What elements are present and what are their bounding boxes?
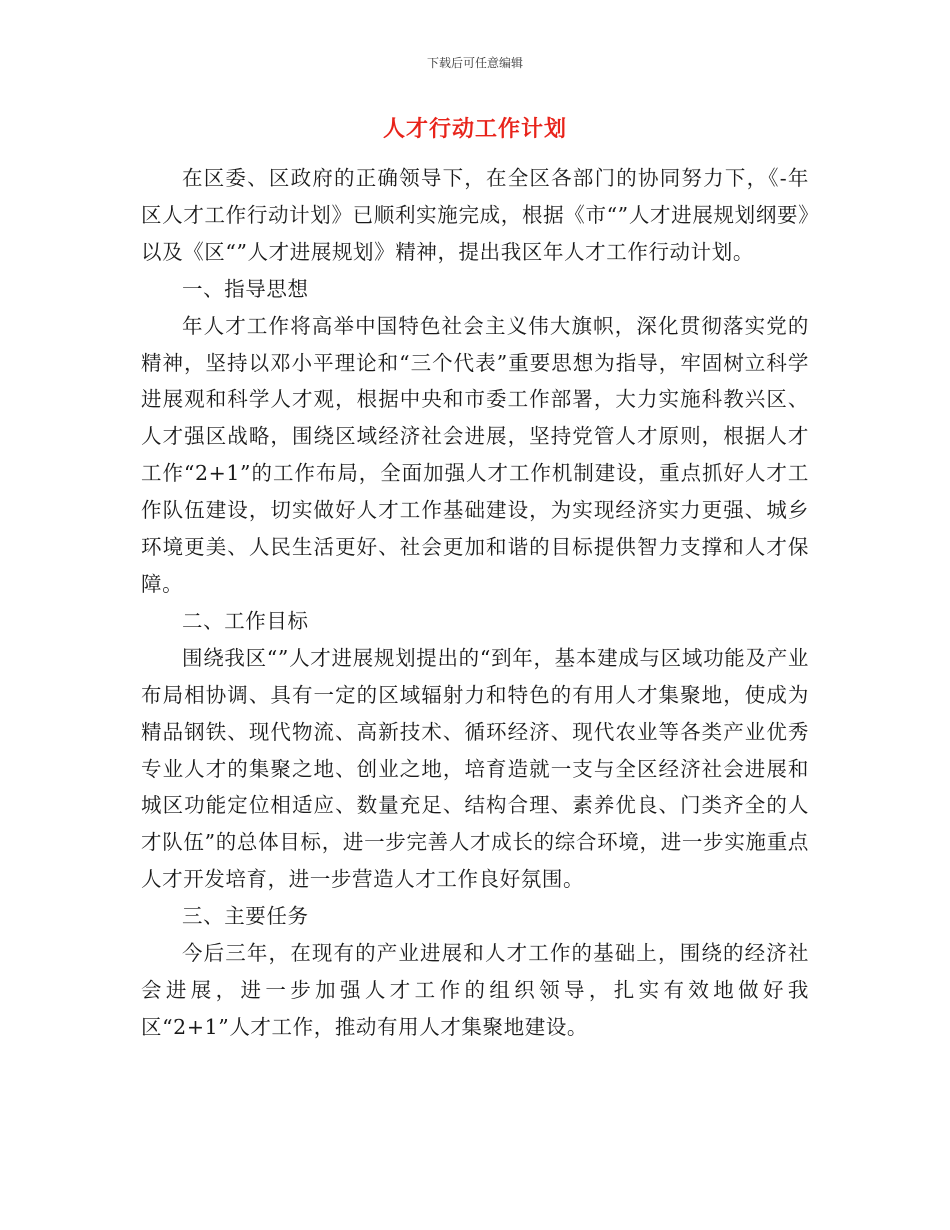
section-paragraph-guiding-ideology: 年人才工作将高举中国特色社会主义伟大旗帜，深化贯彻落实党的精神，坚持以邓小平理论和“三个代表”重要思想为指导，牢固树立科学进展观和科学人才观，根据中央和市委工作部署，大力实施科教兴区、人才强区战略，围绕区域经济社会进展，坚持党管人才原则，根据人才工作“2+1”的工作布局，全面加强人才工作机制建设，重点抓好人才工作队伍建设，切实做好人才工作基础建设，为实现经济实力更强、城乡环境更美、人民生活更好、社会更加和谐的目标提供智力支撑和人才保障。 — [141, 313, 809, 596]
header-note: 下载后可任意编辑 — [426, 56, 523, 70]
section-heading-guiding-ideology: 一、指导思想 — [182, 276, 309, 301]
section-heading-work-goals: 二、工作目标 — [182, 608, 309, 633]
section-paragraph-work-goals: 围绕我区“”人才进展规划提出的“到年，基本建成与区域功能及产业布局相协调、具有一定的区域辐射力和特色的有用人才集聚地，使成为精品钢铁、现代物流、高新技术、循环经济、现代农业等各类产业优秀专业人才的集聚之地、创业之地，培育造就一支与全区经济社会进展和城区功能定位相适应、数量充足、结构合理、素养优良、门类齐全的人才队伍”的总体目标，进一步完善人才成长的综合环境，进一步实施重点人才开发培育，进一步营造人才工作良好氛围。 — [141, 645, 809, 892]
intro-paragraph: 在区委、区政府的正确领导下，在全区各部门的协同努力下，《-年区人才工作行动计划》已顺利实施完成，根据《市“”人才进展规划纲要》以及《区“”人才进展规划》精神，提出我区年人才工作行动计划。 — [141, 166, 809, 264]
document-body — [141, 160, 809, 1046]
section-heading-main-tasks: 三、主要任务 — [182, 904, 309, 929]
section-paragraph-main-tasks: 今后三年，在现有的产业进展和人才工作的基础上，围绕的经济社会进展，进一步加强人才工作的组织领导，扎实有效地做好我区“2+1”人才工作，推动有用人才集聚地建设。 — [141, 941, 809, 1039]
document-title: 人才行动工作计划 — [382, 116, 567, 142]
